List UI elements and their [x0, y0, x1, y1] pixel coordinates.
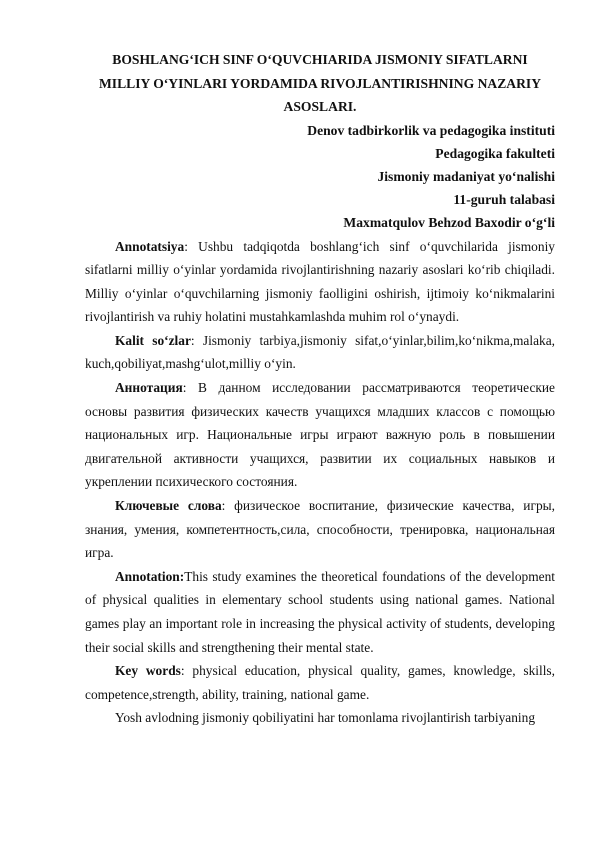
- body-paragraph: [85, 706, 555, 730]
- abstract-ru: [85, 376, 555, 494]
- institute-name: Denov tadbirkorlik va pedagogika instituti: [307, 122, 555, 138]
- body-text: Yosh avlodning jismoniy qobiliyatini har tomonlama rivojlantirish tarbiyaning: [115, 710, 536, 726]
- keywords-ru-label: Ключевые слова: [115, 498, 222, 514]
- title-line-3: ASOSLARI.: [283, 99, 357, 114]
- keywords-en: [85, 659, 555, 706]
- abstract-uz-text: : Ushbu tadqiqotda boshlang‘ich sinf o‘quvchilarida jismoniy sifatlarni milliy o‘yinlar yordamida rivojlantirishning nazariy asoslari ko‘rib chiqiladi. Milliy o‘yinlar o‘quvchilarning jismoniy faolligini oshirish, ijtimoiy ko‘nikmalarini rivojlantirish va ruhiy holatini mustahkamlashda muhim rol o‘ynaydi.: [85, 238, 555, 325]
- faculty-name: Pedagogika fakulteti: [435, 145, 555, 161]
- keywords-uz-label: Kalit so‘zlar: [115, 332, 191, 348]
- paper-title: [85, 48, 555, 119]
- keywords-ru-text: : физическое воспитание, физические качества, игры, знания, умения, компетентность,сила, способности, тренировка, национальная игра.: [85, 498, 555, 561]
- keywords-en-label: Key words: [115, 663, 181, 679]
- abstract-uz-label: Annotatsiya: [115, 238, 185, 254]
- title-line-2: MILLIY O‘YINLARI YORDAMIDA RIVOJLANTIRISHNING NAZARIY: [98, 75, 542, 91]
- keywords-en-text: : physical education, physical quality, games, knowledge, skills, competence,strength, ability, training, national game.: [85, 663, 555, 702]
- abstract-en-label: Annotation:: [115, 568, 185, 584]
- title-line-1: BOSHLANG‘ICH SINF O‘QUVCHIARIDA JISMONIY SIFATLARNI: [112, 52, 528, 67]
- abstract-uz: [85, 235, 555, 329]
- abstract-en-text: This study examines the theoretical foundations of the development of physical qualities in elementary school students using national games. National games play an important role in increasing the physical activity of students, developing their social skills and strengthening their mental state.: [85, 568, 555, 655]
- keywords-uz: [85, 329, 555, 376]
- keywords-ru: [85, 494, 555, 565]
- abstract-ru-text: : В данном исследовании рассматриваются теоретические основы развития физических качеств учащихся младших классов с помощью национальных игр. Национальные игры играют важную роль в повышении двигательной активности учащихся, развитии их социальных навыков и укреплении психического состояния.: [85, 380, 555, 490]
- abstract-ru-label: Аннотация: [115, 380, 183, 396]
- keywords-uz-text: : Jismoniy tarbiya,jismoniy sifat,o‘yinlar,bilim,ko‘nikma,malaka, kuch,qobiliyat,mashg‘ulot,milliy o‘yin.: [85, 332, 555, 372]
- group-name: 11-guruh talabasi: [453, 192, 555, 208]
- author-name: Maxmatqulov Behzod Baxodir o‘g‘li: [343, 215, 555, 231]
- program-name: Jismoniy madaniyat yo‘nalishi: [377, 168, 555, 184]
- document-page: [85, 48, 555, 730]
- abstract-en: [85, 565, 555, 659]
- author-affiliation: [85, 119, 555, 235]
